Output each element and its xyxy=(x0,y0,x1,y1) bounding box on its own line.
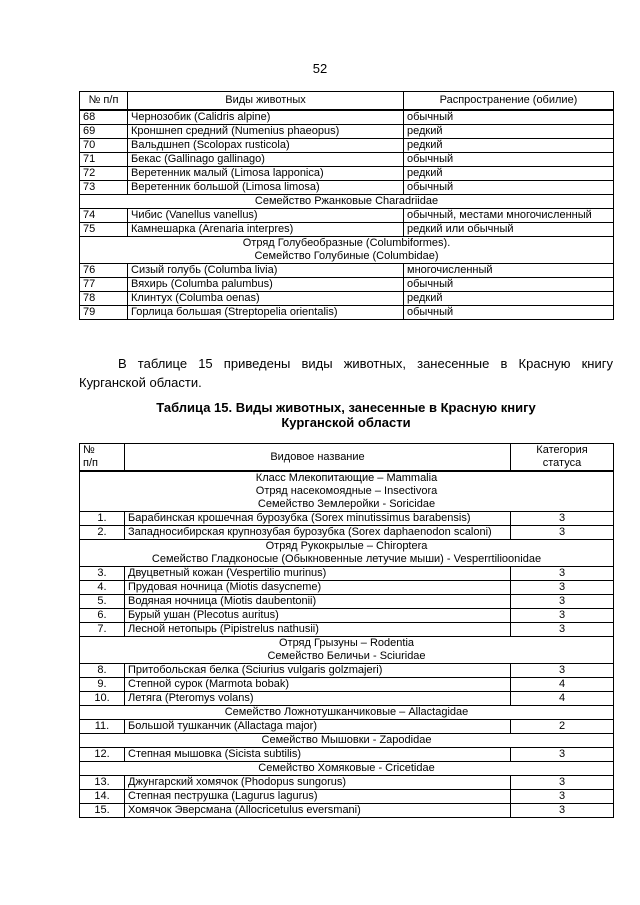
table-row xyxy=(80,167,614,181)
header-num-line-1: № xyxy=(83,444,95,456)
row-category: 3 xyxy=(511,776,614,790)
row-species: Веретенник малый (Limosa lapponica) xyxy=(128,167,404,181)
table-row xyxy=(80,664,614,678)
row-abundance: многочисленный xyxy=(404,264,614,278)
group-row-charadriidae xyxy=(80,195,614,209)
row-species: Клинтух (Columba oenas) xyxy=(128,292,404,306)
row-num: 68 xyxy=(80,110,128,125)
row-abundance: обычный xyxy=(404,278,614,292)
row-abundance: редкий или обычный xyxy=(404,223,614,237)
row-species: Джунгарский хомячок (Phodopus sungorus) xyxy=(125,776,511,790)
table-row xyxy=(80,264,614,278)
row-species: Водяная ночница (Miotis daubentonii) xyxy=(125,595,511,609)
row-category: 3 xyxy=(511,609,614,623)
row-species: Бурый ушан (Plecotus auritus) xyxy=(125,609,511,623)
group-row-cricetidae xyxy=(80,762,614,776)
table-row xyxy=(80,595,614,609)
row-abundance: обычный xyxy=(404,181,614,195)
row-num: 5. xyxy=(80,595,125,609)
table-row xyxy=(80,306,614,320)
row-species: Бекас (Gallinago gallinago) xyxy=(128,153,404,167)
header-species-name: Видовое название xyxy=(125,444,511,472)
table1-body xyxy=(80,110,614,320)
row-category: 3 xyxy=(511,526,614,540)
row-abundance: обычный xyxy=(404,306,614,320)
group-family: Семейство Беличьи - Sciuridae xyxy=(267,650,426,662)
row-num: 14. xyxy=(80,790,125,804)
group-title xyxy=(80,237,614,264)
header-abundance: Распространение (обилие) xyxy=(404,92,614,111)
row-num: 1. xyxy=(80,512,125,526)
table-row xyxy=(80,623,614,637)
row-num: 7. xyxy=(80,623,125,637)
group-row-rodentia xyxy=(80,637,614,664)
group-title xyxy=(80,471,614,512)
row-num: 8. xyxy=(80,664,125,678)
row-abundance: обычный xyxy=(404,110,614,125)
row-abundance: редкий xyxy=(404,167,614,181)
row-num: 77 xyxy=(80,278,128,292)
row-species: Веретенник большой (Limosa limosa) xyxy=(128,181,404,195)
row-species: Вальдшнеп (Scolopax rusticola) xyxy=(128,139,404,153)
row-abundance: редкий xyxy=(404,125,614,139)
table-row xyxy=(80,776,614,790)
row-num: 79 xyxy=(80,306,128,320)
group-family: Семейство Голубиные (Columbidae) xyxy=(254,250,439,262)
group-row-mammalia xyxy=(80,471,614,512)
table-row xyxy=(80,223,614,237)
row-species: Западносибирская крупнозубая бурозубка (Sorex daphaenodon scaloni) xyxy=(125,526,511,540)
table-row xyxy=(80,292,614,306)
table-row xyxy=(80,804,614,818)
row-species: Притобольская белка (Sciurius vulgaris golzmajeri) xyxy=(125,664,511,678)
row-num: 3. xyxy=(80,567,125,581)
table-row xyxy=(80,609,614,623)
table-row xyxy=(80,748,614,762)
birds-table xyxy=(79,91,614,320)
group-family: Семейство Гладконосые (Обыкновенные летучие мыши) - Vesperrtilioonidae xyxy=(151,553,542,565)
row-species: Летяга (Pteromys volans) xyxy=(125,692,511,706)
table-caption xyxy=(79,400,613,430)
table-row xyxy=(80,153,614,167)
table2-body xyxy=(80,471,614,818)
row-category: 3 xyxy=(511,664,614,678)
row-num: 71 xyxy=(80,153,128,167)
group-row-zapodidae xyxy=(80,734,614,748)
row-species: Вяхирь (Columba palumbus) xyxy=(128,278,404,292)
table-row xyxy=(80,512,614,526)
group-row-chiroptera xyxy=(80,540,614,567)
row-category: 3 xyxy=(511,581,614,595)
row-species: Большой тушканчик (Allactaga major) xyxy=(125,720,511,734)
header-category-line-2: статуса xyxy=(542,457,582,469)
row-abundance: редкий xyxy=(404,139,614,153)
intro-paragraph: В таблице 15 приведены виды животных, занесенные в Красную книгу Курганской области. xyxy=(79,356,613,390)
row-species: Лесной нетопырь (Pipistrelus nathusii) xyxy=(125,623,511,637)
header-num-line-2: п/п xyxy=(83,457,98,469)
row-category: 3 xyxy=(511,567,614,581)
row-species: Двуцветный кожан (Vespertilio murinus) xyxy=(125,567,511,581)
row-num: 4. xyxy=(80,581,125,595)
row-num: 15. xyxy=(80,804,125,818)
header-category xyxy=(511,444,614,472)
row-category: 2 xyxy=(511,720,614,734)
group-title: Семейство Мышовки - Zapodidae xyxy=(80,734,614,748)
table-row xyxy=(80,581,614,595)
header-num: № п/п xyxy=(80,92,128,111)
row-species: Степной сурок (Marmota bobak) xyxy=(125,678,511,692)
row-num: 69 xyxy=(80,125,128,139)
row-num: 74 xyxy=(80,209,128,223)
row-num: 70 xyxy=(80,139,128,153)
table-row xyxy=(80,790,614,804)
group-order: Отряд Грызуны – Rodentia xyxy=(278,637,415,649)
group-title: Семейство Ржанковые Charadriidae xyxy=(80,195,614,209)
row-num: 2. xyxy=(80,526,125,540)
table-row xyxy=(80,526,614,540)
group-title xyxy=(80,637,614,664)
row-num: 10. xyxy=(80,692,125,706)
row-abundance: редкий xyxy=(404,292,614,306)
row-category: 3 xyxy=(511,748,614,762)
row-species: Горлица большая (Streptopelia orientalis) xyxy=(128,306,404,320)
row-abundance: обычный, местами многочисленный xyxy=(404,209,614,223)
row-num: 76 xyxy=(80,264,128,278)
row-num: 11. xyxy=(80,720,125,734)
row-species: Камнешарка (Arenaria interpres) xyxy=(128,223,404,237)
row-species: Сизый голубь (Columba livia) xyxy=(128,264,404,278)
table-row xyxy=(80,567,614,581)
caption-line-2: Курганской области xyxy=(281,415,411,430)
row-category: 3 xyxy=(511,623,614,637)
table-header-row xyxy=(80,444,614,472)
table-row xyxy=(80,181,614,195)
header-num xyxy=(80,444,125,472)
caption-line-1: Таблица 15. Виды животных, занесенные в Красную книгу xyxy=(156,400,536,415)
group-order: Отряд Рукокрылые – Chiroptera xyxy=(265,540,428,552)
row-category: 3 xyxy=(511,595,614,609)
table-row xyxy=(80,209,614,223)
row-species: Степная пеструшка (Lagurus lagurus) xyxy=(125,790,511,804)
row-num: 72 xyxy=(80,167,128,181)
table-row xyxy=(80,278,614,292)
row-abundance: обычный xyxy=(404,153,614,167)
table-row xyxy=(80,110,614,125)
table-header-row xyxy=(80,92,614,111)
table-row xyxy=(80,678,614,692)
group-order: Отряд Голубеобразные (Columbiformes). xyxy=(242,237,451,249)
group-title xyxy=(80,540,614,567)
header-species: Виды животных xyxy=(128,92,404,111)
row-num: 78 xyxy=(80,292,128,306)
group-title: Семейство Хомяковые - Cricetidae xyxy=(80,762,614,776)
table-row xyxy=(80,720,614,734)
row-category: 4 xyxy=(511,678,614,692)
red-book-table xyxy=(79,443,614,818)
group-family: Семейство Землеройки - Soricidae xyxy=(257,498,436,510)
group-title: Семейство Ложнотушканчиковые – Allactagidae xyxy=(80,706,614,720)
row-species: Барабинская крошечная бурозубка (Sorex minutissimus barabensis) xyxy=(125,512,511,526)
header-category-line-1: Категория xyxy=(536,444,588,456)
row-category: 3 xyxy=(511,790,614,804)
row-num: 12. xyxy=(80,748,125,762)
row-species: Кроншнеп средний (Numenius phaeopus) xyxy=(128,125,404,139)
group-row-columbiformes xyxy=(80,237,614,264)
row-species: Чернозобик (Calidris alpine) xyxy=(128,110,404,125)
row-num: 6. xyxy=(80,609,125,623)
page-number: 52 xyxy=(312,61,328,76)
row-category: 3 xyxy=(511,512,614,526)
row-num: 13. xyxy=(80,776,125,790)
row-category: 4 xyxy=(511,692,614,706)
table-row xyxy=(80,692,614,706)
row-num: 75 xyxy=(80,223,128,237)
group-order: Отряд насекомоядные – Insectivora xyxy=(255,485,438,497)
group-class: Класс Млекопитающие – Mammalia xyxy=(255,472,438,484)
row-category: 3 xyxy=(511,804,614,818)
table-row xyxy=(80,125,614,139)
row-species: Чибис (Vanellus vanellus) xyxy=(128,209,404,223)
table-row xyxy=(80,139,614,153)
row-num: 9. xyxy=(80,678,125,692)
row-species: Степная мышовка (Sicista subtilis) xyxy=(125,748,511,762)
group-row-allactagidae xyxy=(80,706,614,720)
row-species: Хомячок Эверсмана (Allocricetulus eversmani) xyxy=(125,804,511,818)
row-num: 73 xyxy=(80,181,128,195)
row-species: Прудовая ночница (Miotis dasycneme) xyxy=(125,581,511,595)
